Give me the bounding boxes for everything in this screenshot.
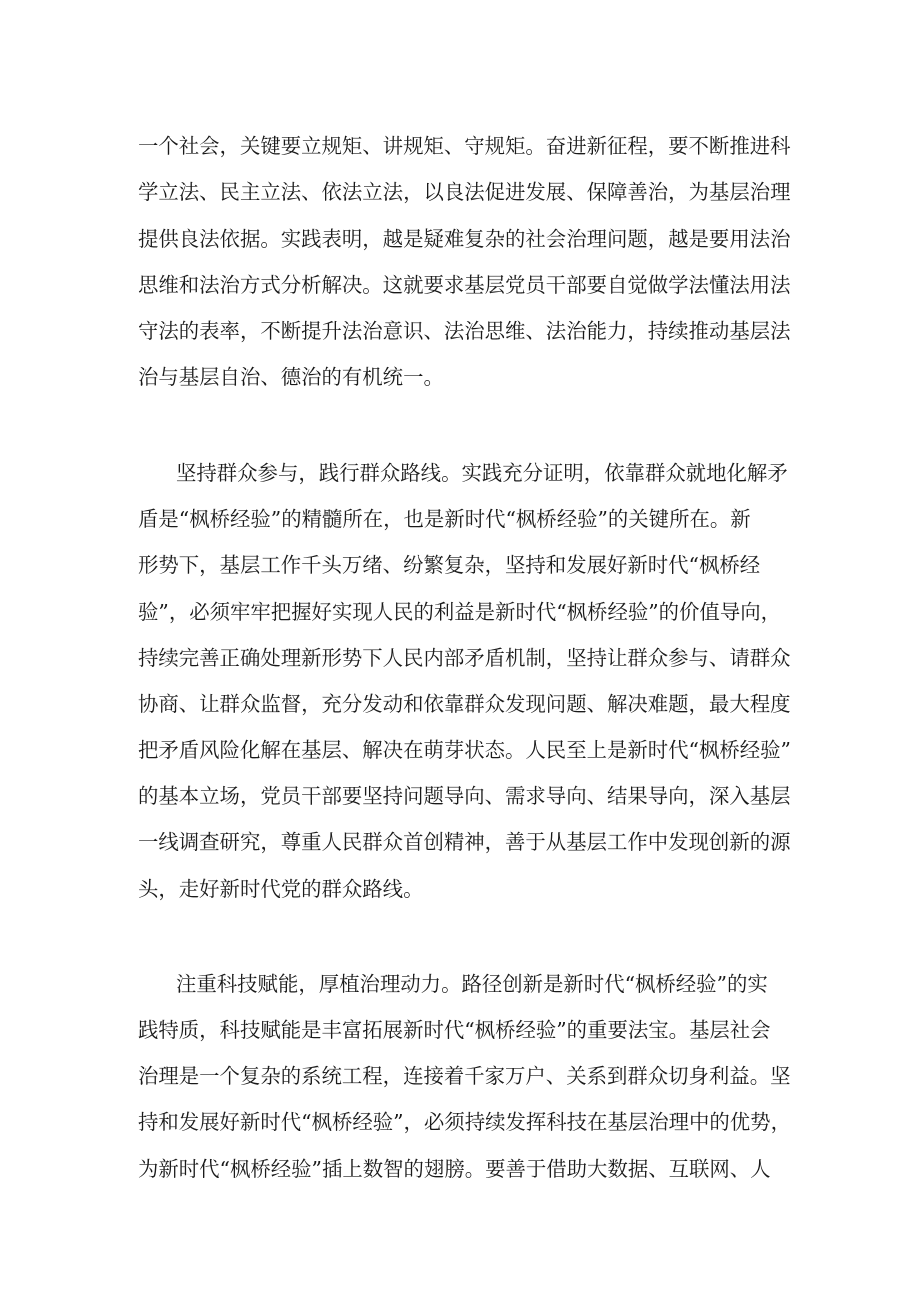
paragraph-line: 思维和法治方式分析解决。这就要求基层党员干部要自觉做学法懂法用法 — [138, 273, 791, 297]
paragraph-line: 把矛盾风险化解在基层、解决在萌芽状态。人民至上是新时代“枫桥经验” — [138, 738, 791, 762]
paragraph-line: 学立法、民主立法、依法立法，以良法促进发展、保障善治，为基层治理 — [138, 180, 791, 204]
paragraph-line: 践特质，科技赋能是丰富拓展新时代“枫桥经验”的重要法宝。基层社会 — [138, 1018, 771, 1042]
paragraph-line: 治理是一个复杂的系统工程，连接着千家万户、关系到群众切身利益。坚 — [138, 1064, 791, 1088]
paragraph-line: 头，走好新时代党的群众路线。 — [138, 877, 424, 901]
paragraph-line: 提供良法依据。实践表明，越是疑难复杂的社会治理问题，越是要用法治 — [138, 227, 791, 251]
paragraph-line: 验”，必须牢牢把握好实现人民的利益是新时代“枫桥经验”的价值导向， — [138, 600, 781, 624]
paragraph-first-line: 注重科技赋能，厚植治理动力。路径创新是新时代“枫桥经验”的实 — [176, 972, 768, 996]
paragraph-line: 为新时代“枫桥经验”插上数智的翅膀。要善于借助大数据、互联网、人 — [138, 1157, 771, 1181]
paragraph-first-line: 坚持群众参与，践行群众路线。实践充分证明，依靠群众就地化解矛 — [176, 461, 788, 485]
paragraph-line: 持和发展好新时代“枫桥经验”，必须持续发挥科技在基层治理中的优势， — [138, 1110, 791, 1134]
paragraph-line: 形势下，基层工作千头万绪、纷繁复杂，坚持和发展好新时代“枫桥经 — [138, 553, 761, 577]
paragraph-line: 持续完善正确处理新形势下人民内部矛盾机制，坚持让群众参与、请群众 — [138, 646, 791, 670]
paragraph-line: 协商、让群众监督，充分发动和依靠群众发现问题、解决难题，最大程度 — [138, 692, 791, 716]
paragraph-line: 治与基层自治、德治的有机统一。 — [138, 365, 444, 389]
paragraph-line: 的基本立场，党员干部要坚持问题导向、需求导向、结果导向，深入基层 — [138, 784, 791, 808]
paragraph-line: 一个社会，关键要立规矩、讲规矩、守规矩。奋进新征程，要不断推进科 — [138, 134, 791, 158]
paragraph-line: 守法的表率，不断提升法治意识、法治思维、法治能力，持续推动基层法 — [138, 319, 791, 343]
paragraph-line: 一线调查研究，尊重人民群众首创精神，善于从基层工作中发现创新的源 — [138, 830, 791, 854]
paragraph-line: 盾是“枫桥经验”的精髓所在，也是新时代“枫桥经验”的关键所在。新 — [138, 507, 751, 531]
